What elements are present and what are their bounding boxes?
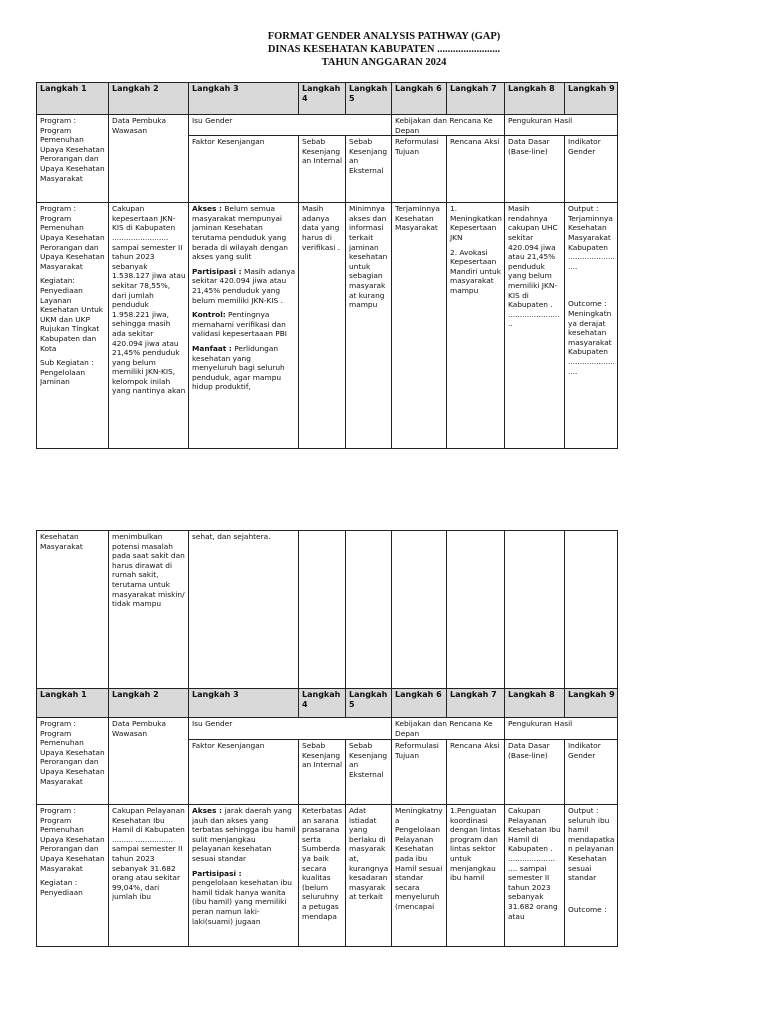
langkah-4-content (299, 805, 346, 947)
document-title-line1: FORMAT GENDER ANALYSIS PATHWAY (GAP) (267, 31, 501, 42)
manfaat-paragraph (192, 344, 296, 392)
sebab-eksternal-text: Adat istiadat yang berlaku di masyarakat, kurangnya kesadaran masyarakat terkait (349, 806, 389, 902)
indikator-cell: Indikator Gender (565, 740, 618, 805)
data-pembuka-cell: Data Pembuka Wawasan (109, 718, 189, 805)
langkah-5-content (346, 805, 392, 947)
partisipasi-label: Partisipasi : (192, 266, 242, 276)
partisipasi-paragraph (192, 267, 296, 305)
header-langkah-9: Langkah 9 (565, 689, 618, 718)
kontrol-label: Kontrol: (192, 310, 226, 320)
langkah-3-content (189, 805, 299, 947)
sebab-internal-text: Keterbatasan sarana prasarana serta Sumberdaya baik secara kualitas (belum seluruhnya petugas mendapa (302, 806, 343, 921)
data-dasar-cell: Data Dasar (Base-line) (505, 740, 565, 805)
gap-table-2 (36, 530, 618, 947)
rencana-aksi-text: 1.Penguatan koordinasi dengan lintas program dan lintas sektor untuk menjangkau ibu hamil (450, 806, 501, 883)
subheader-row (37, 115, 618, 136)
partisipasi-label: Partisipasi : (192, 868, 242, 878)
header-langkah-8: Langkah 8 (505, 83, 565, 115)
kebijakan-cell: Kebijakan dan Rencana Ke Depan (392, 115, 505, 136)
header-langkah-1: Langkah 1 (37, 689, 109, 718)
partisipasi-text: pengelolaan kesehatan ibu hamil tidak hanya wanita (ibu hamil) yang memiliki peran namun laki-laki(suami) jugaan (192, 878, 292, 926)
program-text: Program : Program Pemenuhan Upaya Kesehatan Perorangan dan Upaya Kesehatan Masyarakat (40, 204, 105, 271)
continuation-row (37, 531, 618, 689)
kontrol-paragraph (192, 310, 296, 339)
langkah-6-content (392, 805, 447, 947)
header-langkah-8: Langkah 8 (505, 689, 565, 718)
rencana-aksi-item-1: 1. Meningkatkan Kepesertaan JKN (450, 204, 502, 242)
sebab-internal-cell: Sebab Kesenjangan Internal (299, 136, 346, 203)
kontrol-text: Pentingnya memahami verifikasi dan validasi kepesertaaan PBI (192, 310, 287, 339)
output-text: Output : Terjaminnya Kesehatan Masyarakat Kabupaten ........................ (568, 204, 615, 271)
akses-label: Akses : (192, 806, 222, 815)
sebab-eksternal-cell: Sebab Kesenjangan Eksternal (346, 136, 392, 203)
langkah-7-content (447, 805, 505, 947)
sebab-eksternal-cell: Sebab Kesenjangan Eksternal (346, 740, 392, 805)
reformulasi-cell: Reformulasi Tujuan (392, 740, 447, 805)
header-langkah-1: Langkah 1 (37, 83, 109, 115)
reformulasi-text: Meningkatnya Pengelolaan Pelayanan Kesehatan pada ibu Hamil sesuai standar secara menyeluruh (mencapai (395, 806, 443, 911)
akses-text: jarak daerah yang jauh dan akses yang terbatas sehingga ibu hamil sulit menjangkau pelayanan kesehatan sesuai standar (192, 806, 296, 863)
langkah-2-continued: menimbulkan potensi masalah pada saat sakit dan harus dirawat di rumah sakit, terutama untuk masyarakat miskin/ tidak mampu (109, 531, 189, 689)
akses-label: Akses : (192, 204, 222, 214)
reformulasi-cell: Reformulasi Tujuan (392, 136, 447, 203)
header-langkah-5: Langkah 5 (346, 83, 392, 115)
langkah-8-content (505, 805, 565, 947)
output-text: Output : seluruh ibu hamil mendapatkan pelayanan Kesehatan sesuai standar (568, 806, 615, 883)
outcome-text: Outcome : Meningkatnya derajat kesehatan masyarakat Kabupaten ........................ (568, 299, 615, 376)
data-pembuka-text: Cakupan Pelayanan Kesehatan Ibu Hamil di Kabupaten ......... ................ sampai semester II tahun 2023 sebanyak 31.682 orang atau sekitar 99,04%, dari jumlah ibu (112, 806, 185, 902)
langkah-4-content: Masih adanya data yang harus di verifikasi . (299, 203, 346, 449)
document-title-line3: TAHUN ANGGARAN 2024 (321, 57, 447, 68)
kegiatan-text: Kegiatan: Penyediaan Layanan Kesehatan Untuk UKM dan UKP Rujukan Tingkat Kabupaten dan Kota (40, 276, 104, 353)
manfaat-label: Manfaat : (192, 343, 232, 353)
langkah-5-content: Minimnya akses dan informasi terkait jaminan kesehatan untuk sebagian masyarakat kurang mampu (346, 203, 392, 449)
header-langkah-2: Langkah 2 (109, 83, 189, 115)
kebijakan-cell: Kebijakan dan Rencana Ke Depan (392, 718, 505, 740)
header-langkah-7: Langkah 7 (447, 83, 505, 115)
langkah-2-content (109, 805, 189, 947)
langkah-3-continued: sehat, dan sejahtera. (189, 531, 299, 689)
rencana-aksi-cell: Rencana Aksi (447, 136, 505, 203)
langkah-1-content (37, 203, 109, 449)
akses-paragraph (192, 806, 296, 864)
akses-paragraph (192, 204, 296, 262)
header-langkah-3: Langkah 3 (189, 689, 299, 718)
langkah-9-content (565, 805, 618, 947)
partisipasi-text: Masih adanya sekitar 420.094 jiwa atau 21,45% penduduk yang belum memiliki JKN-KIS . (192, 266, 296, 305)
indikator-cell: Indikator Gender (565, 136, 618, 203)
outcome-text: Outcome : (568, 904, 607, 914)
header-langkah-7: Langkah 7 (447, 689, 505, 718)
isu-gender-cell: Isu Gender (189, 115, 392, 136)
header-langkah-5: Langkah 5 (346, 689, 392, 718)
gap-table-1 (36, 82, 618, 449)
data-dasar-text: Cakupan Pelayanan Kesehatan Ibu Hamil di Kabupaten . .................... .... sampai semester II tahun 2023 sebanyak 31.682 orang atau (508, 806, 561, 921)
data-pembuka-text: Cakupan kepesertaan JKN-KIS di Kabupaten ........................ sampai semester II tahun 2023 sebanyak 1.538.127 jiwa atau sekitar 78,55%, dari jumlah penduduk 1.958.221 jiwa, sehingga masih ada sekitar 420.094 jiwa atau 21,45% penduduk yang belum memiliki JKN-KIS, kelompok inilah yang nantinya akan (112, 204, 186, 396)
header-langkah-6: Langkah 6 (392, 689, 447, 718)
faktor-cell: Faktor Kesenjangan (189, 136, 299, 203)
header-langkah-4: Langkah 4 (299, 83, 346, 115)
header-langkah-3: Langkah 3 (189, 83, 299, 115)
partisipasi-paragraph (192, 869, 296, 927)
header-row (37, 83, 618, 115)
sub-kegiatan-text: Sub Kegiatan : Pengelolaan Jaminan (40, 358, 94, 387)
langkah-1-continued: Kesehatan Masyarakat (37, 531, 109, 689)
program-text: Program : Program Pemenuhan Upaya Kesehatan Perorangan dan Upaya Kesehatan Masyarakat (40, 806, 105, 873)
content-row (37, 203, 618, 449)
pengukuran-cell: Pengukuran Hasil (505, 115, 618, 136)
langkah-7-content (447, 203, 505, 449)
data-dasar-cell: Data Dasar (Base-line) (505, 136, 565, 203)
header-langkah-2: Langkah 2 (109, 689, 189, 718)
langkah-9-content (565, 203, 618, 449)
pengukuran-cell: Pengukuran Hasil (505, 718, 618, 740)
header-langkah-6: Langkah 6 (392, 83, 447, 115)
akses-text: Belum semua masyarakat mempunyai jaminan Kesehatan terutama penduduk yang berada di wilayah dengan akses yang sulit (192, 204, 288, 262)
content-row (37, 805, 618, 947)
langkah-1-content (37, 805, 109, 947)
header-langkah-4: Langkah 4 (299, 689, 346, 718)
document-title-line2: DINAS KESEHATAN KABUPATEN ........................ (267, 44, 501, 55)
langkah-2-content (109, 203, 189, 449)
data-pembuka-cell: Data Pembuka Wawasan (109, 115, 189, 203)
subheader-row (37, 718, 618, 740)
header-row (37, 689, 618, 718)
kegiatan-text: Kegiatan : Penyediaan (40, 878, 83, 897)
header-langkah-9: Langkah 9 (565, 83, 618, 115)
faktor-cell: Faktor Kesenjangan (189, 740, 299, 805)
langkah-8-content: Masih rendahnya cakupan UHC sekitar 420.094 jiwa atau 21,45% penduduk yang belum memiliki JKN-KIS di Kabupaten . ........................ (505, 203, 565, 449)
langkah-3-content (189, 203, 299, 449)
langkah-6-content: Terjaminnya Kesehatan Masyarakat (392, 203, 447, 449)
manfaat-text: Perlidungan kesehatan yang menyeluruh bagi seluruh penduduk, agar mampu hidup produktif, (192, 343, 285, 392)
program-cell: Program : Program Pemenuhan Upaya Kesehatan Perorangan dan Upaya Kesehatan Masyarakat (37, 115, 109, 203)
rencana-aksi-item-2: 2. Avokasi Kepesertaan Mandiri untuk masyarakat mampu (450, 247, 502, 295)
rencana-aksi-cell: Rencana Aksi (447, 740, 505, 805)
program-cell: Program : Program Pemenuhan Upaya Kesehatan Perorangan dan Upaya Kesehatan Masyarakat (37, 718, 109, 805)
isu-gender-cell: Isu Gender (189, 718, 392, 740)
sebab-internal-cell: Sebab Kesenjangan Internal (299, 740, 346, 805)
